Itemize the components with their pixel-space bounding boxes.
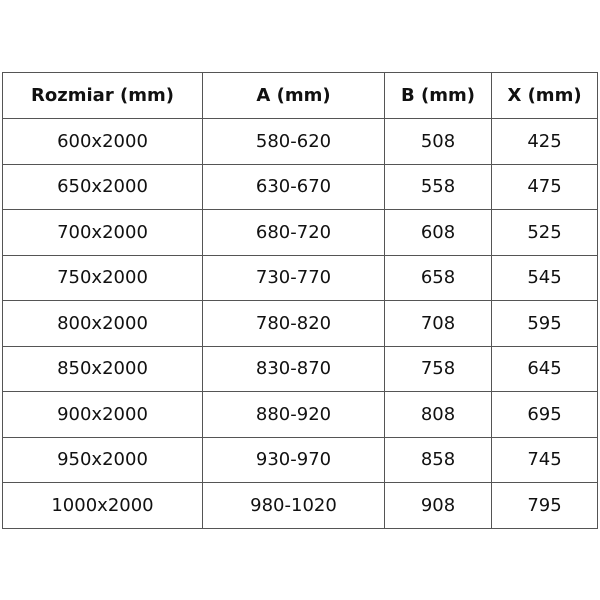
table-row [3,346,598,392]
cell-a: 830-870 [203,346,385,392]
cell-a: 630-670 [203,164,385,210]
cell-size: 650x2000 [3,164,203,210]
cell-a: 580-620 [203,119,385,165]
header-a: A (mm) [203,73,385,119]
cell-size: 800x2000 [3,301,203,347]
cell-x: 475 [492,164,598,210]
cell-size: 900x2000 [3,392,203,438]
table-body [3,119,598,529]
cell-size: 750x2000 [3,255,203,301]
cell-b: 708 [385,301,492,347]
cell-size: 700x2000 [3,210,203,256]
cell-b: 858 [385,437,492,483]
table-row [3,255,598,301]
cell-a: 880-920 [203,392,385,438]
cell-b: 808 [385,392,492,438]
cell-a: 930-970 [203,437,385,483]
table-row [3,301,598,347]
header-b: B (mm) [385,73,492,119]
header-size: Rozmiar (mm) [3,73,203,119]
cell-size: 850x2000 [3,346,203,392]
table-row [3,392,598,438]
cell-x: 695 [492,392,598,438]
cell-a: 730-770 [203,255,385,301]
cell-x: 645 [492,346,598,392]
cell-b: 908 [385,483,492,529]
table-row [3,483,598,529]
header-x: X (mm) [492,73,598,119]
cell-a: 980-1020 [203,483,385,529]
cell-x: 795 [492,483,598,529]
size-table [2,72,598,529]
cell-x: 525 [492,210,598,256]
cell-b: 608 [385,210,492,256]
cell-size: 600x2000 [3,119,203,165]
cell-b: 508 [385,119,492,165]
header-row [3,73,598,119]
cell-x: 745 [492,437,598,483]
cell-x: 595 [492,301,598,347]
table-row [3,210,598,256]
cell-b: 658 [385,255,492,301]
cell-x: 425 [492,119,598,165]
table-row [3,164,598,210]
table-header [3,73,598,119]
table-row [3,437,598,483]
cell-x: 545 [492,255,598,301]
cell-a: 680-720 [203,210,385,256]
cell-size: 1000x2000 [3,483,203,529]
cell-b: 558 [385,164,492,210]
cell-b: 758 [385,346,492,392]
cell-size: 950x2000 [3,437,203,483]
table-row [3,119,598,165]
cell-a: 780-820 [203,301,385,347]
